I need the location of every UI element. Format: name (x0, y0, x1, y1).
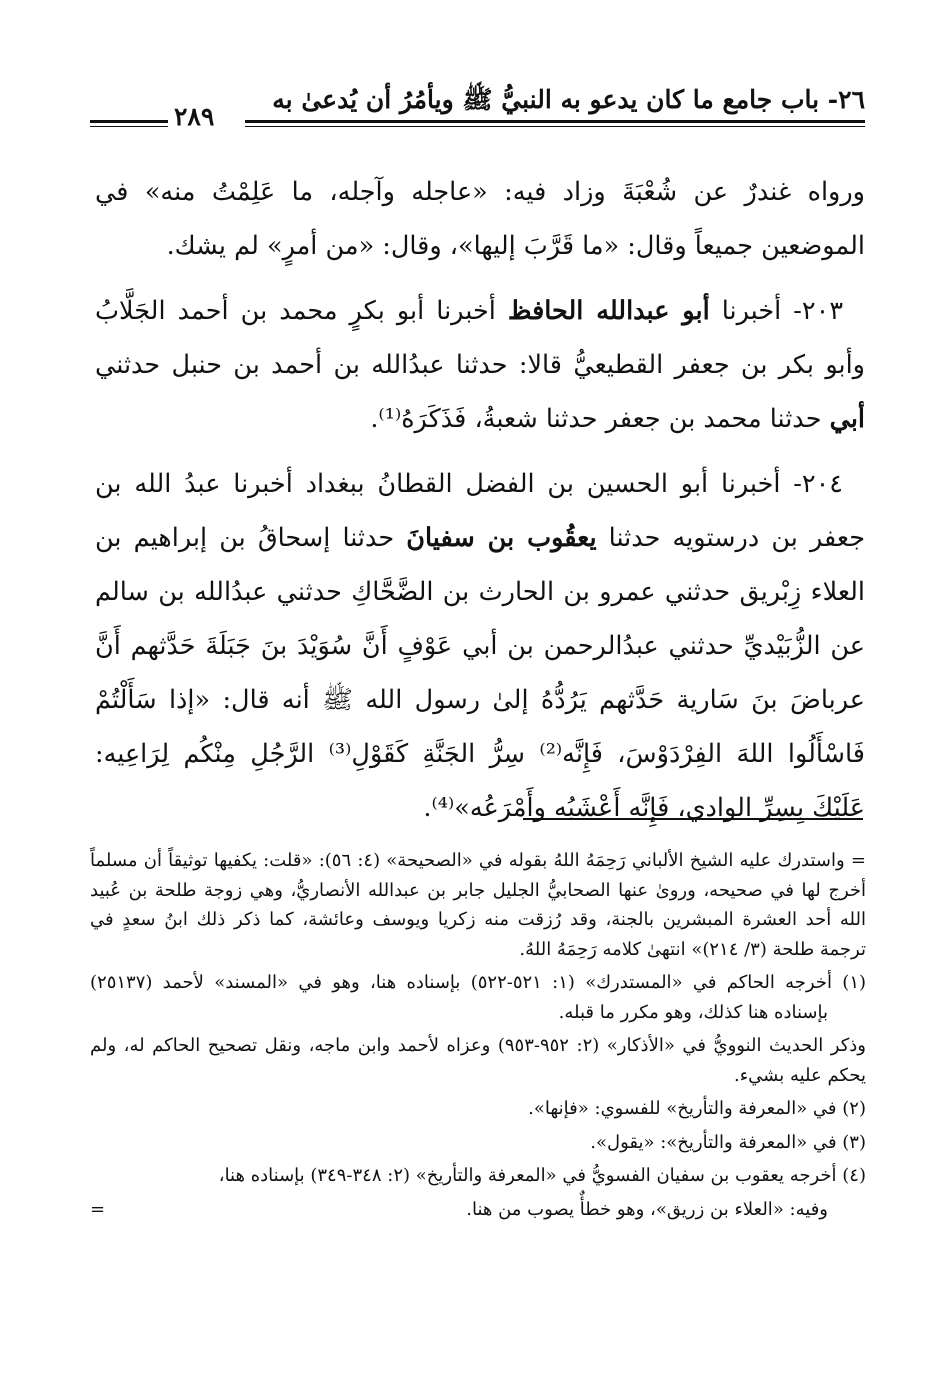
narrator-bold-father: أبي (829, 404, 865, 434)
footnote-separator (523, 818, 863, 820)
footnote-4-tail (90, 1195, 866, 1225)
hadith-204-isnad-a: ٢٠٤- أخبرنا أبو الحسين بن الفضل القطانُ ببغداد أخبرنا عبدُ الله بن جعفر بن درستويه حدثنا (95, 469, 865, 553)
footnote-4: (٤) أخرجه يعقوب بن سفيان الفسويُّ في «المعرفة والتأريخ» (٢: ٣٤٨-٣٤٩) بإسناده هنا، (218, 1165, 866, 1186)
chapter-title: ٢٦- باب جامع ما كان يدعو به النبيُّ ﷺ ويأمُرُ أن يُدعىٰ به (272, 85, 865, 114)
footnote-3: (٣) في «المعرفة والتأريخ»: «يقول». (590, 1131, 866, 1153)
hadith-204 (95, 457, 865, 835)
paragraph-riwaya: ورواه غندرٌ عن شُعْبَةَ وزاد فيه: «عاجله وآجله، ما عَلِمْتُ منه» في الموضعين جميعاً وقال: «ما قَرَّبَ إليها»، وقال: «من أمرٍ» لم يشك. (95, 177, 865, 261)
footnotes (90, 846, 866, 1224)
running-header (90, 84, 865, 140)
narrator-bold-yaqub: يعقُوب بن سفيانَ (406, 523, 597, 553)
hadith-204-isnad-b: حدثنا إسحاقُ بن إبراهيم بن العلاء زِبْريق حدثني عمرو بن الحارث بن الضَّحَّاكِ حدثني عبدُالله بن سالم عن الزُّبَيْديِّ حدثني عبدُالرحمن بن أبي عَوْفٍ أَنَّ سُوَيْدَ بنَ جَبَلَةَ حَدَّثهم أَنَّ عرباضَ بنَ سَارية حَدَّثهم يَرُدُّهُ إلىٰ رسول الله ﷺ أنه قال: «إذا سَأَلْتُمْ فَاسْأَلُوا اللهَ الفِرْدَوْسَ، فَإِنَّه⁽²⁾ سِرُّ الجَنَّةِ كَقَوْلِ⁽³⁾ الرَّجُلِ مِنْكُم لِرَاعِيه: عَلَيْكَ بِسِرِّ الوادي، فَإِنَّه أَعْشَبُه وأَمْرَعُه»⁽⁴⁾. (95, 523, 865, 823)
continued-mark: = (90, 1198, 106, 1220)
hadith-number-203: ٢٠٣- أخبرنا (709, 296, 844, 326)
footnote-continuation: = واستدرك عليه الشيخ الألباني رَحِمَهُ اللهُ بقوله في «الصحيحة» (٤: ٥٦): «قلت: يكفيها توثيقاً أن مسلماً أخرج لها في صحيحه، وروىٰ عنها الصحابيُّ الجليل جابر بن عبدالله الأنصاريُّ، وهي زوجة طلحة بن عُبيد الله أحد العشرة المبشرين بالجنة، وقد رُزقت منه زكريا ويوسف وعائشة، كما ذكر ذلك ابنُ سعدٍ في ترجمة طلحة (٣/ ٢١٤)» انتهىٰ كلامه رَحِمَهُ اللهُ. (90, 850, 866, 960)
footnote-1-note: وذكر الحديث النوويُّ في «الأذكار» (٢: ٩٥٢-٩٥٣) وعزاه لأحمد وابن ماجه، ونقل تصحيح الحاكم له، ولم يحكم عليه بشيء. (90, 1035, 866, 1086)
main-text (95, 165, 865, 846)
hadith-203-isnad-a: أخبرنا أبو بكرٍ محمد بن أحمد الجَلَّابُ وأبو بكر بن جعفر القطيعيُّ قالا: حدثنا عبدُالله بن أحمد بن حنبل حدثني (95, 296, 865, 380)
page-number: ٢٨٩ (174, 102, 215, 131)
narrator-bold: أبو عبدالله الحافظ (507, 296, 710, 326)
footnote-1: (١) أخرجه الحاكم في «المستدرك» (١: ٥٢١-٥٢٢) بإسناده هنا، وهو في «المسند» لأحمد (٢٥١٣٧) بإسناده هنا كذلك، وهو مكرر ما قبله. (90, 972, 867, 1023)
hadith-203-isnad-b: حدثنا محمد بن جعفر حدثنا شعبةُ، فَذَكَرَهُ⁽¹⁾. (370, 404, 830, 434)
hadith-203 (95, 284, 865, 446)
header-rule-short (90, 120, 168, 127)
footnote-2: (٢) في «المعرفة والتأريخ» للفسوي: «فإنها». (528, 1098, 866, 1119)
header-rule (245, 120, 865, 127)
footnote-4-note: وفيه: «العلاء بن زريق»، وهو خطأٌ يصوب من هنا. (466, 1198, 828, 1220)
